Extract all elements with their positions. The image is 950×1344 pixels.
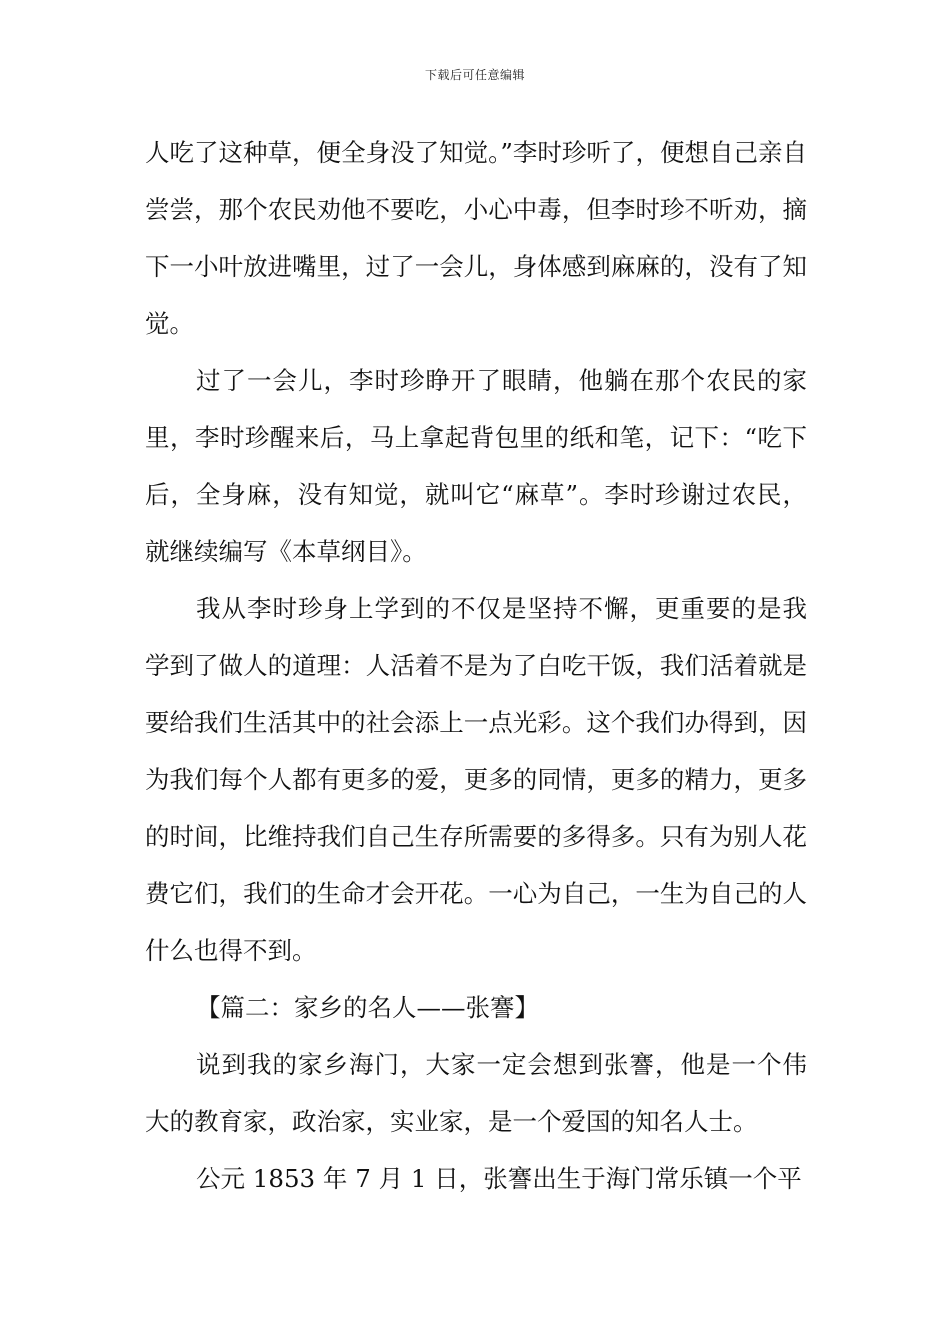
page-header: 下载后可任意编辑 xyxy=(424,68,525,82)
section-heading: 【篇二：家乡的名人——张謇】 xyxy=(196,993,539,1022)
paragraph-4: 说到我的家乡海门，大家一定会想到张謇，他是一个伟大的教育家，政治家，实业家，是一个爱国的知名人士。 xyxy=(145,1050,807,1136)
paragraph-3: 我从李时珍身上学到的不仅是坚持不懈，更重要的是我学到了做人的道理：人活着不是为了白吃干饭，我们活着就是要给我们生活其中的社会添上一点光彩。这个我们办得到，因为我们每个人都有更多的爱，更多的同情，更多的精力，更多的时间，比维持我们自己生存所需要的多得多。只有为别人花费它们，我们的生命才会开花。一心为自己，一生为自己的人什么也得不到。 xyxy=(145,594,807,965)
document-body xyxy=(145,124,807,1207)
paragraph-1: 人吃了这种草，便全身没了知觉。”李时珍听了，便想自己亲自尝尝，那个农民劝他不要吃，小心中毒，但李时珍不听劝，摘下一小叶放进嘴里，过了一会儿，身体感到麻麻的，没有了知觉。 xyxy=(145,138,807,338)
paragraph-5: 公元 1853 年 7 月 1 日，张謇出生于海门常乐镇一个平 xyxy=(196,1164,802,1193)
paragraph-2: 过了一会儿，李时珍睁开了眼睛，他躺在那个农民的家里，李时珍醒来后，马上拿起背包里的纸和笔，记下：“吃下后，全身麻，没有知觉，就叫它“麻草”。李时珍谢过农民，就继续编写《本草纲目》。 xyxy=(145,366,807,566)
